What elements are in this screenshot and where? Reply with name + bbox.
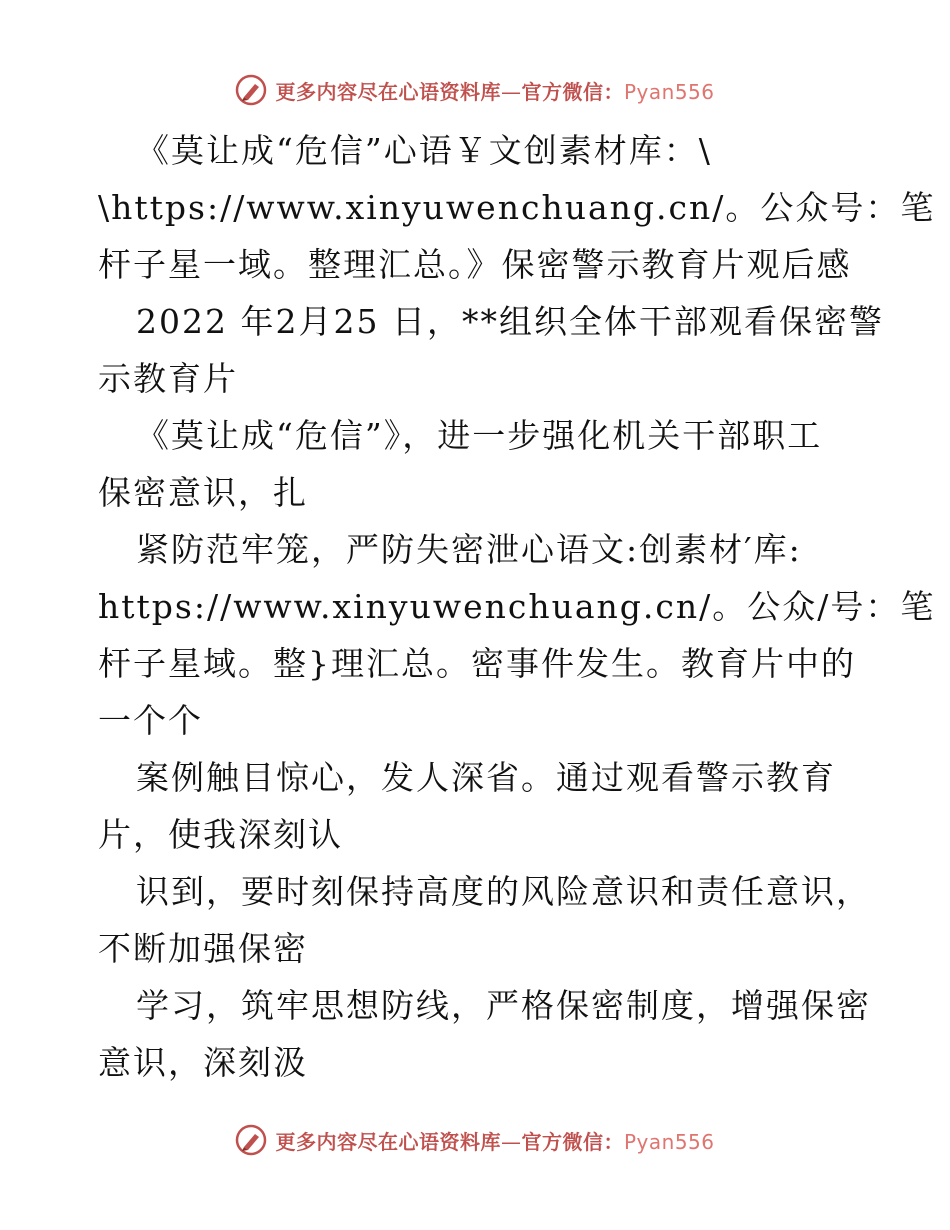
- text-line-5: 示教育片: [98, 359, 238, 398]
- document-body: [98, 122, 936, 1091]
- footer-banner-dash: —: [500, 1129, 522, 1154]
- text-line-2: \https://www.xinyuwenchuang.cn/。公众号：笔: [98, 188, 936, 227]
- text-line-12: 案例触目惊心，发人深省。通过观看警示教育: [136, 758, 836, 797]
- footer-banner-wechat-label: 官方微信：: [521, 1129, 624, 1154]
- footer-banner-title: 更多内容尽在心语资料库: [275, 1129, 501, 1154]
- text-line-1: 《莫让成“危信”心语￥文创素材库：\: [136, 131, 712, 170]
- text-line-14: 识到，要时刻保持高度的风险意识和责任意识，: [136, 872, 871, 911]
- text-line-9: https://www.xinyuwenchuang.cn/。公众/号：笔: [98, 587, 936, 626]
- text-line-16: 学习，筑牢思想防线，严格保密制度，增强保密: [136, 986, 871, 1025]
- text-line-6: 《莫让成“危信”》，进一步强化机关干部职工: [136, 416, 823, 455]
- header-banner-text: [275, 76, 714, 105]
- header-banner: [0, 70, 950, 110]
- text-line-7: 保密意识，扎: [98, 473, 308, 512]
- banner-wechat-handle: Pyan556: [623, 79, 715, 104]
- text-line-11: 一个个: [98, 701, 203, 740]
- text-line-8: 紧防范牢笼，严防失密泄心语文:创素材′库:: [136, 530, 802, 569]
- text-line-4: 2022 年2月25 日，**组织全体干部观看保密警: [136, 302, 884, 341]
- pen-logo-icon: [235, 1124, 267, 1156]
- banner-wechat-label: 官方微信：: [521, 79, 624, 104]
- footer-banner: [0, 1120, 950, 1160]
- text-line-10: 杆子星域。整}理汇总。密事件发生。教育片中的: [98, 644, 856, 683]
- banner-dash: —: [500, 79, 522, 104]
- text-line-15: 不断加强保密: [98, 929, 308, 968]
- footer-banner-text: [275, 1126, 714, 1155]
- pen-logo-icon: [235, 74, 267, 106]
- text-line-3: 杆子星一域。整理汇总。》保密警示教育片观后感: [98, 245, 852, 284]
- banner-title: 更多内容尽在心语资料库: [275, 79, 501, 104]
- footer-banner-wechat-handle: Pyan556: [623, 1129, 715, 1154]
- text-line-13: 片，使我深刻认: [98, 815, 343, 854]
- text-line-17: 意识，深刻汲: [98, 1043, 308, 1082]
